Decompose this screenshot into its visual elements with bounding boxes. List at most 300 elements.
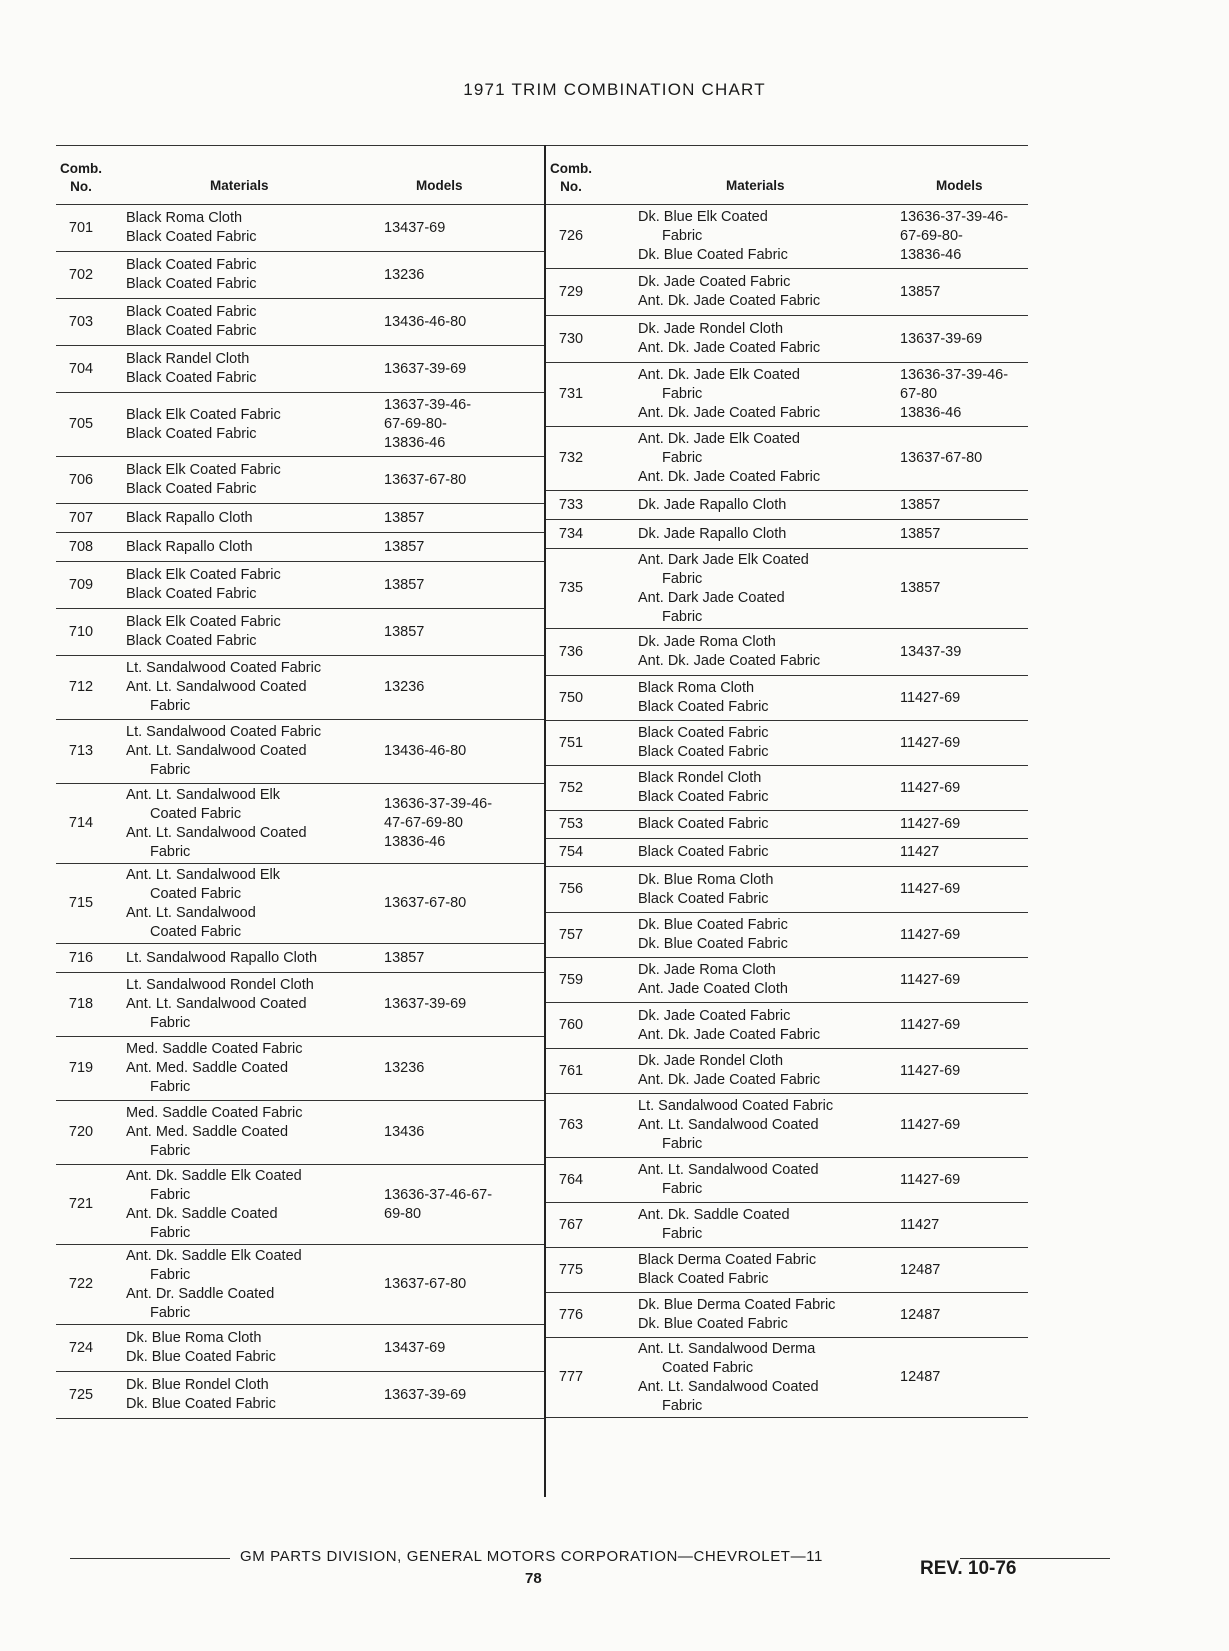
model-line: 13857 (900, 525, 941, 542)
materials-cell (596, 430, 888, 487)
comb-number: 713 (68, 743, 94, 759)
comb-number: 731 (558, 386, 584, 402)
model-line: 13637-67-80 (384, 895, 467, 911)
material-line: Fabric (150, 1079, 191, 1095)
table-row (546, 205, 1028, 269)
material-line: Dk. Jade Coated Fabric (638, 274, 791, 290)
model-line: 13637-39-46- (384, 397, 472, 413)
comb-number: 775 (558, 1261, 584, 1278)
comb-number: 724 (68, 1339, 94, 1356)
table-row (546, 867, 1028, 913)
material-line: Ant. Lt. Sandalwood Coated (638, 1117, 819, 1133)
models-cell (888, 1261, 1028, 1280)
comb-number: 722 (68, 1276, 94, 1292)
models-cell (376, 894, 544, 913)
model-line: 13637-39-69 (900, 330, 983, 347)
models-cell (376, 995, 544, 1014)
material-line: Ant. Lt. Sandalwood Coated (126, 824, 307, 841)
materials-cell (596, 633, 888, 671)
material-line: Black Coated Fabric (126, 257, 257, 273)
material-line: Fabric (662, 608, 703, 625)
table-row (56, 973, 544, 1037)
model-line: 13236 (384, 679, 425, 695)
table-row (56, 656, 544, 720)
materials-cell (596, 1097, 888, 1154)
comb-number: 702 (68, 266, 94, 283)
materials-cell (106, 509, 376, 528)
model-line: 13857 (900, 283, 941, 300)
models-cell (888, 643, 1028, 662)
table-row (546, 958, 1028, 1003)
material-line: Black Coated Fabric (126, 425, 257, 442)
material-line: Coated Fabric (150, 885, 242, 902)
material-line: Black Coated Fabric (126, 586, 257, 602)
model-line: 11427-69 (900, 779, 961, 796)
model-line: 11427 (900, 844, 940, 860)
materials-cell (596, 815, 888, 834)
comb-number: 712 (68, 679, 94, 695)
table-row (546, 363, 1028, 427)
models-cell (888, 496, 1028, 515)
material-line: Ant. Dk. Saddle Elk Coated (126, 1247, 302, 1264)
footer-text: GM PARTS DIVISION, GENERAL MOTORS CORPORATION—CHEVROLET—11 (240, 1548, 823, 1565)
comb-number: 710 (68, 623, 94, 640)
table-row (546, 1248, 1028, 1293)
material-line: Black Randel Cloth (126, 351, 250, 367)
comb-number: 706 (68, 471, 94, 488)
comb-number: 721 (68, 1196, 94, 1212)
model-line: 13836-46 (384, 834, 446, 850)
materials-cell (596, 1052, 888, 1090)
model-line: 67-69-80- (900, 228, 963, 244)
model-line: 11427-69 (900, 926, 961, 943)
material-line: Dk. Blue Coated Fabric (126, 1396, 276, 1412)
model-line: 13637-67-80 (384, 1276, 467, 1292)
model-line: 13836-46 (900, 247, 962, 263)
material-line: Ant. Lt. Sandalwood Coated (638, 1378, 819, 1395)
model-line: 13637-39-69 (384, 360, 467, 377)
materials-cell (106, 1040, 376, 1097)
table-row (56, 864, 544, 944)
left-table-header (56, 145, 544, 205)
comb-number: 718 (68, 996, 94, 1012)
material-line: Black Coated Fabric (638, 816, 769, 832)
material-line: Lt. Sandalwood Coated Fabric (638, 1098, 834, 1114)
left-table (56, 145, 544, 1419)
materials-cell (596, 916, 888, 954)
material-line: Dk. Jade Rondel Cloth (638, 1053, 784, 1069)
material-line: Fabric (662, 1136, 703, 1152)
model-line: 13636-37-39-46- (900, 209, 1009, 225)
models-cell (888, 525, 1028, 544)
materials-cell (596, 679, 888, 717)
model-line: 13437-39 (900, 643, 962, 660)
material-line: Ant. Lt. Sandalwood Coated (126, 743, 307, 759)
models-cell (888, 330, 1028, 349)
table-row (546, 676, 1028, 721)
model-line: 11427-69 (900, 689, 961, 706)
comb-number: 759 (558, 971, 584, 988)
materials-cell (106, 976, 376, 1033)
table-row (546, 839, 1028, 867)
models-cell (376, 538, 544, 557)
footer (70, 1548, 1030, 1568)
comb-number: 763 (558, 1117, 584, 1133)
material-line: Ant. Dk. Jade Coated Fabric (638, 653, 821, 669)
materials-cell (596, 1251, 888, 1289)
page-title: 1971 TRIM COMBINATION CHART (463, 80, 766, 99)
comb-number: 761 (558, 1062, 584, 1079)
material-line: Ant. Lt. Sandalwood Derma (638, 1340, 816, 1357)
model-line: 13857 (900, 580, 941, 596)
materials-cell (596, 320, 888, 358)
material-line: Black Coated Fabric (638, 890, 769, 907)
comb-number: 714 (68, 815, 94, 831)
comb-number: 719 (68, 1060, 94, 1076)
model-line: 12487 (900, 1261, 941, 1278)
models-cell (888, 1062, 1028, 1081)
comb-number: 753 (558, 816, 584, 832)
material-line: Black Coated Fabric (126, 323, 257, 339)
table-row (546, 721, 1028, 766)
model-line: 13637-67-80 (384, 471, 467, 488)
material-line: Dk. Blue Derma Coated Fabric (638, 1297, 836, 1313)
material-line: Black Rondel Cloth (638, 770, 762, 786)
materials-cell (596, 769, 888, 807)
materials-cell (596, 871, 888, 909)
table-row (56, 562, 544, 609)
models-cell (888, 971, 1028, 990)
comb-number: 716 (68, 949, 94, 966)
materials-cell (106, 613, 376, 651)
material-line: Coated Fabric (662, 1359, 754, 1376)
table-row (546, 491, 1028, 520)
material-line: Ant. Dk. Saddle Elk Coated (126, 1167, 302, 1184)
comb-number: 733 (558, 496, 584, 513)
table-row (56, 533, 544, 562)
material-line: Black Coated Fabric (638, 699, 769, 715)
model-line: 11427 (900, 1216, 940, 1233)
materials-cell (596, 273, 888, 311)
table-row (56, 944, 544, 973)
model-line: 69-80 (384, 1205, 422, 1222)
header-materials: Materials (210, 178, 269, 193)
comb-number: 752 (558, 779, 584, 796)
comb-number: 703 (68, 313, 94, 330)
material-line: Fabric (150, 1224, 191, 1241)
materials-cell (106, 406, 376, 444)
right-table-body (546, 205, 1028, 1418)
materials-cell (106, 1247, 376, 1323)
material-line: Ant. Dark Jade Coated (638, 589, 785, 606)
material-line: Ant. Dk. Jade Coated Fabric (638, 293, 821, 309)
table-row (546, 811, 1028, 839)
comb-number: 760 (558, 1017, 584, 1033)
model-line: 13857 (384, 538, 425, 555)
models-cell (376, 1339, 544, 1358)
model-line: 13236 (384, 266, 425, 283)
material-line: Black Coated Fabric (126, 633, 257, 649)
comb-number: 735 (558, 580, 584, 596)
material-line: Fabric (150, 1266, 191, 1283)
material-line: Ant. Lt. Sandalwood Coated (126, 996, 307, 1012)
materials-cell (106, 866, 376, 942)
comb-number: 750 (558, 689, 584, 706)
model-line: 13857 (384, 623, 425, 640)
material-line: Dk. Blue Coated Fabric (638, 917, 788, 933)
material-line: Dk. Jade Roma Cloth (638, 962, 776, 978)
material-line: Dk. Blue Coated Fabric (638, 936, 788, 952)
material-line: Ant. Med. Saddle Coated (126, 1060, 289, 1076)
materials-cell (596, 961, 888, 999)
models-cell (888, 579, 1028, 598)
comb-number: 705 (68, 416, 94, 432)
models-cell (376, 509, 544, 528)
models-cell (376, 795, 544, 852)
material-line: Black Coated Fabric (126, 229, 257, 245)
material-line: Dk. Blue Rondel Cloth (126, 1377, 269, 1393)
materials-cell (596, 496, 888, 515)
comb-number: 777 (558, 1369, 584, 1385)
models-cell (888, 815, 1028, 834)
model-line: 11427-69 (900, 1117, 961, 1133)
comb-number: 736 (558, 643, 584, 660)
materials-cell (106, 1104, 376, 1161)
table-row (546, 629, 1028, 676)
materials-cell (596, 551, 888, 627)
model-line: 67-69-80- (384, 416, 447, 432)
model-line: 13436-46-80 (384, 743, 467, 759)
table-row (546, 1094, 1028, 1158)
model-line: 13836-46 (384, 435, 446, 451)
models-cell (888, 283, 1028, 302)
material-line: Dk. Jade Coated Fabric (638, 1007, 791, 1024)
material-line: Dk. Jade Rapallo Cloth (638, 496, 787, 513)
material-line: Black Coated Fabric (638, 1271, 769, 1287)
model-line: 13857 (384, 509, 425, 526)
table-row (546, 520, 1028, 549)
comb-number: 767 (558, 1216, 584, 1233)
material-line: Ant. Dk. Jade Coated Fabric (638, 469, 821, 485)
model-line: 12487 (900, 1306, 941, 1323)
header-no: No. (560, 179, 582, 194)
header-materials: Materials (726, 178, 785, 193)
material-line: Ant. Dk. Jade Coated Fabric (638, 1026, 821, 1043)
table-row (56, 504, 544, 533)
material-line: Ant. Lt. Sandalwood Elk (126, 786, 280, 803)
comb-number: 704 (68, 360, 94, 377)
table-row (56, 393, 544, 457)
models-cell (888, 689, 1028, 708)
models-cell (376, 1386, 544, 1405)
models-cell (888, 1216, 1028, 1235)
model-line: 13636-37-39-46- (900, 367, 1009, 383)
table-row (56, 1245, 544, 1325)
material-line: Ant. Dk. Saddle Coated (638, 1207, 790, 1223)
material-line: Fabric (150, 698, 191, 714)
comb-number: 709 (68, 576, 94, 593)
material-line: Ant. Dark Jade Elk Coated (638, 551, 809, 568)
comb-number: 776 (558, 1306, 584, 1323)
table-row (56, 1037, 544, 1101)
models-cell (376, 1186, 544, 1224)
models-cell (888, 1368, 1028, 1387)
table-row (56, 1325, 544, 1372)
material-line: Dk. Jade Rondel Cloth (638, 321, 784, 337)
model-line: 11427-69 (900, 1062, 961, 1079)
materials-cell (106, 350, 376, 388)
model-line: 12487 (900, 1369, 941, 1385)
material-line: Dk. Blue Roma Cloth (638, 871, 774, 888)
models-cell (888, 1306, 1028, 1325)
models-cell (888, 880, 1028, 899)
models-cell (888, 926, 1028, 945)
table-row (56, 346, 544, 393)
table-row (546, 549, 1028, 629)
comb-number: 720 (68, 1124, 94, 1140)
material-line: Lt. Sandalwood Coated Fabric (126, 660, 322, 676)
materials-cell (596, 1161, 888, 1199)
models-cell (376, 1123, 544, 1142)
models-cell (376, 742, 544, 761)
models-cell (376, 313, 544, 332)
material-line: Black Coated Fabric (638, 844, 769, 860)
material-line: Ant. Lt. Sandalwood Elk (126, 866, 280, 883)
material-line: Black Elk Coated Fabric (126, 462, 281, 478)
header-comb-no (56, 160, 106, 196)
materials-cell (596, 1206, 888, 1244)
material-line: Fabric (150, 1143, 191, 1159)
models-cell (888, 208, 1028, 265)
model-line: 13857 (900, 496, 941, 513)
table-row (56, 720, 544, 784)
material-line: Black Elk Coated Fabric (126, 567, 281, 583)
materials-cell (596, 1340, 888, 1416)
models-cell (888, 843, 1028, 862)
comb-number: 756 (558, 881, 584, 897)
model-line: 13437-69 (384, 219, 446, 236)
material-line: Ant. Lt. Sandalwood Coated (638, 1162, 819, 1178)
models-cell (376, 360, 544, 379)
materials-cell (596, 525, 888, 544)
materials-cell (596, 724, 888, 762)
revision-label: REV. 10-76 (920, 1558, 1017, 1579)
materials-cell (106, 949, 376, 968)
material-line: Black Coated Fabric (638, 725, 769, 741)
materials-cell (596, 843, 888, 862)
models-cell (888, 734, 1028, 753)
comb-number: 751 (558, 734, 584, 751)
comb-number: 725 (68, 1386, 94, 1403)
material-line: Coated Fabric (150, 805, 242, 822)
models-cell (888, 1171, 1028, 1190)
materials-cell (596, 366, 888, 423)
model-line: 13637-67-80 (900, 450, 983, 466)
model-line: 13437-69 (384, 1339, 446, 1356)
comb-number: 726 (558, 228, 584, 244)
material-line: Black Roma Cloth (126, 210, 243, 226)
models-cell (376, 623, 544, 642)
material-line: Ant. Dr. Saddle Coated (126, 1285, 275, 1302)
table-row (546, 1338, 1028, 1418)
materials-cell (106, 256, 376, 294)
models-cell (376, 219, 544, 238)
models-cell (376, 949, 544, 968)
materials-cell (106, 1167, 376, 1243)
material-line: Black Elk Coated Fabric (126, 614, 281, 630)
table-row (56, 1101, 544, 1165)
material-line: Ant. Med. Saddle Coated (126, 1124, 289, 1140)
materials-cell (106, 303, 376, 341)
material-line: Ant. Dk. Jade Elk Coated (638, 367, 800, 383)
right-table-header (546, 145, 1028, 205)
materials-cell (106, 1376, 376, 1414)
materials-cell (106, 538, 376, 557)
model-line: 13836-46 (900, 405, 962, 421)
header-models: Models (936, 178, 983, 193)
materials-cell (106, 659, 376, 716)
model-line: 13637-39-69 (384, 1386, 467, 1403)
material-line: Fabric (662, 1226, 703, 1242)
table-row (546, 269, 1028, 316)
table-row (56, 252, 544, 299)
table-row (56, 205, 544, 252)
material-line: Ant. Lt. Sandalwood Coated (126, 679, 307, 695)
comb-number: 708 (68, 538, 94, 555)
material-line: Fabric (662, 386, 703, 402)
comb-number: 732 (558, 450, 584, 466)
materials-cell (106, 566, 376, 604)
table-row (56, 609, 544, 656)
model-line: 11427-69 (900, 881, 961, 897)
model-line: 13436-46-80 (384, 313, 467, 330)
table-row (546, 1203, 1028, 1248)
model-line: 11427-69 (900, 734, 961, 751)
materials-cell (106, 1329, 376, 1367)
material-line: Fabric (150, 843, 191, 860)
table-row (546, 427, 1028, 491)
comb-number: 754 (558, 844, 584, 860)
comb-number: 729 (558, 283, 584, 300)
material-line: Fabric (662, 450, 703, 466)
material-line: Dk. Jade Rapallo Cloth (638, 525, 787, 542)
model-line: 13636-37-46-67- (384, 1186, 493, 1203)
materials-cell (596, 1007, 888, 1045)
material-line: Dk. Blue Coated Fabric (638, 1316, 788, 1332)
material-line: Ant. Dk. Saddle Coated (126, 1205, 278, 1222)
model-line: 11427-69 (900, 971, 961, 988)
models-cell (888, 1016, 1028, 1035)
table-row (546, 1293, 1028, 1338)
material-line: Fabric (662, 1181, 703, 1197)
material-line: Lt. Sandalwood Rapallo Cloth (126, 949, 318, 966)
models-cell (376, 471, 544, 490)
header-models: Models (416, 178, 463, 193)
material-line: Ant. Lt. Sandalwood (126, 904, 256, 921)
materials-cell (106, 461, 376, 499)
material-line: Black Rapallo Cloth (126, 538, 253, 555)
materials-cell (596, 1296, 888, 1334)
material-line: Black Coated Fabric (638, 744, 769, 760)
material-line: Black Coated Fabric (126, 304, 257, 320)
table-row (546, 316, 1028, 363)
model-line: 13637-39-69 (384, 996, 467, 1012)
comb-number: 764 (558, 1171, 584, 1188)
material-line: Med. Saddle Coated Fabric (126, 1041, 303, 1057)
right-table (546, 145, 1028, 1418)
table-row (56, 1165, 544, 1245)
material-line: Ant. Dk. Jade Coated Fabric (638, 340, 821, 356)
